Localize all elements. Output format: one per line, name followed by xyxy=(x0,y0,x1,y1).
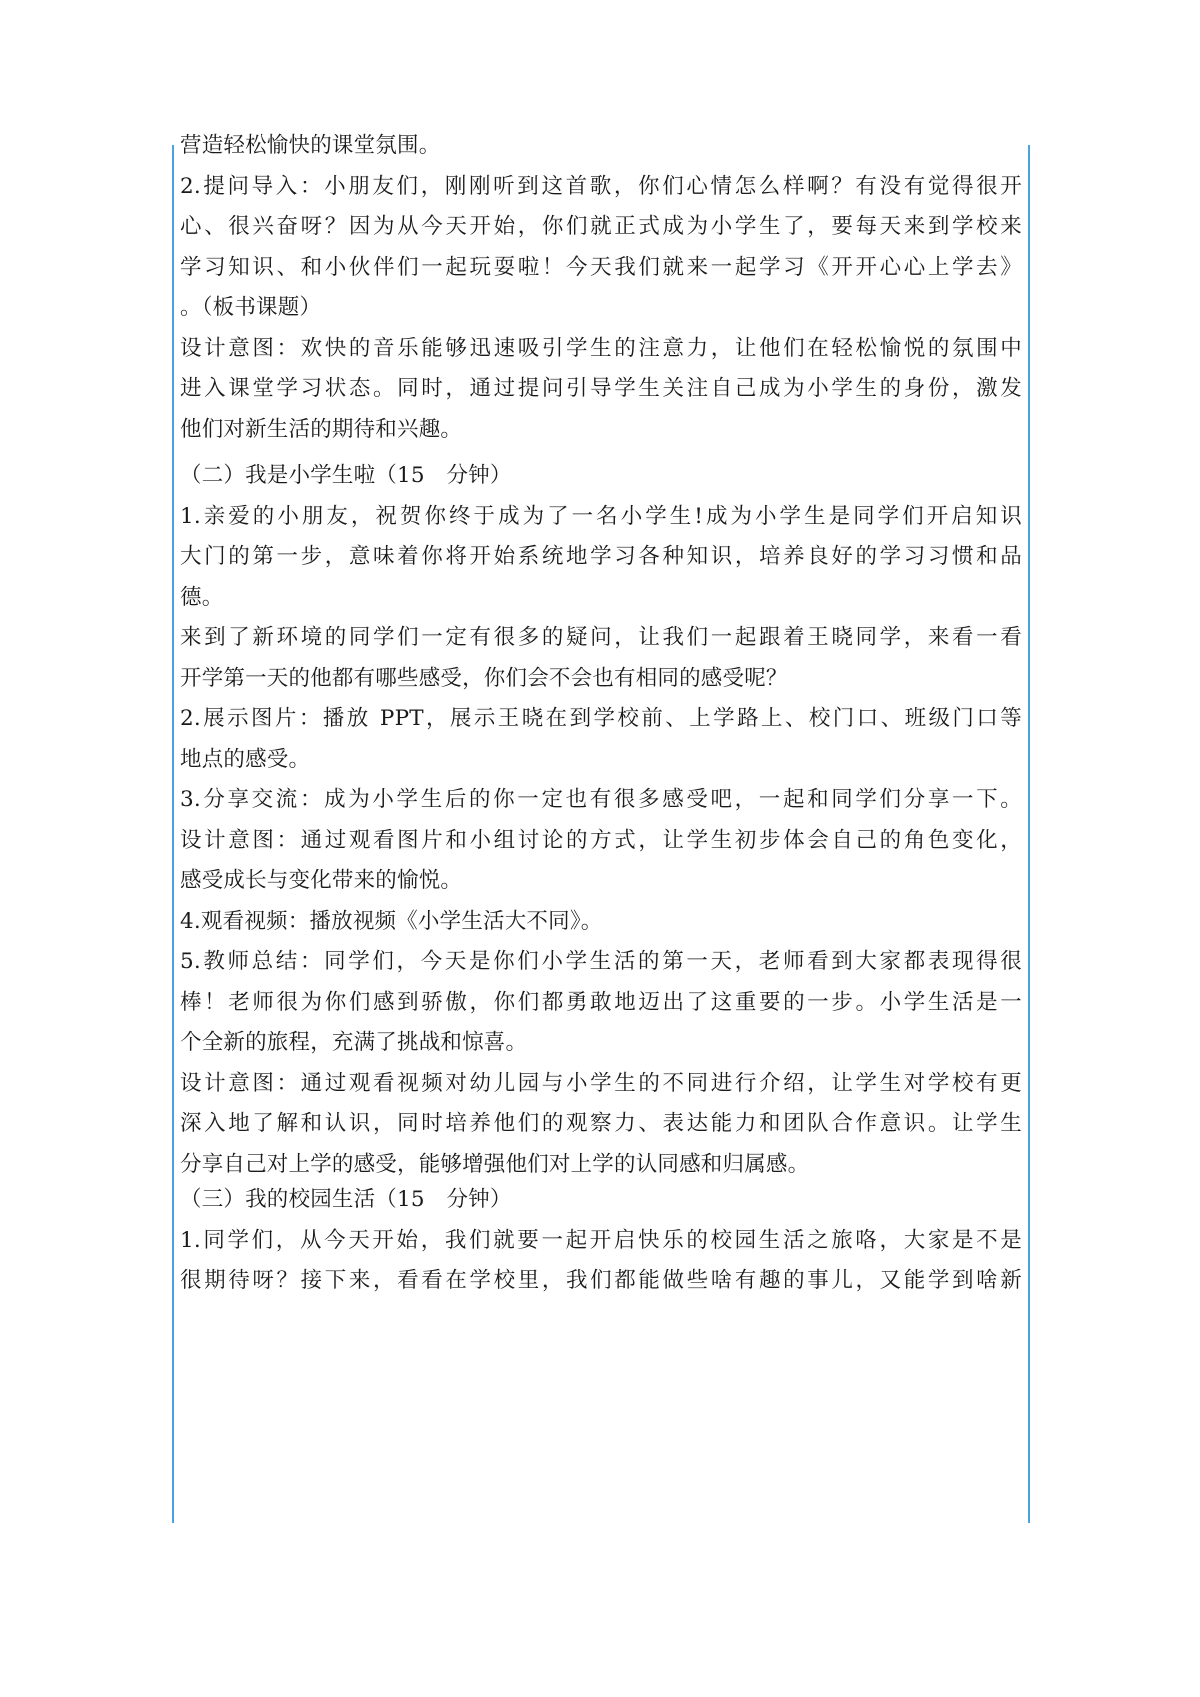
text-line: 5.教师总结：同学们，今天是你们小学生活的第一天，老师看到大家都表现得很 xyxy=(180,949,1022,974)
text-line: 心、很兴奋呀？因为从今天开始，你们就正式成为小学生了，要每天来到学校来 xyxy=(180,214,1022,239)
section-heading: （三）我的校园生活（15 分钟） xyxy=(180,1187,512,1212)
text-line: 很期待呀？接下来，看看在学校里，我们都能做些啥有趣的事儿，又能学到啥新 xyxy=(180,1268,1022,1293)
text-line: 他们对新生活的期待和兴趣。 xyxy=(180,416,463,442)
text-line: 2.提问导入：小朋友们，刚刚听到这首歌，你们心情怎么样啊？有没有觉得很开 xyxy=(180,173,1022,199)
text-line: 分享自己对上学的感受，能够增强他们对上学的认同感和归属感。 xyxy=(180,1151,810,1177)
lesson-plan-content xyxy=(180,135,1022,1292)
text-line: 德。 xyxy=(180,584,224,610)
text-line: 设计意图：通过观看图片和小组讨论的方式，让学生初步体会自己的角色变化， xyxy=(180,827,1022,853)
text-line: 学习知识、和小伙伴们一起玩耍啦！今天我们就来一起学习《开开心心上学去》 xyxy=(180,254,1022,280)
text-line: 深入地了解和认识，同时培养他们的观察力、表达能力和团队合作意识。让学生 xyxy=(180,1111,1022,1136)
table-left-border xyxy=(172,145,174,1523)
text-line: 设计意图：通过观看视频对幼儿园与小学生的不同进行介绍，让学生对学校有更 xyxy=(180,1070,1022,1096)
text-line: 2.展示图片：播放 PPT，展示王晓在到学校前、上学路上、校门口、班级门口等 xyxy=(180,706,1022,731)
text-line: 个全新的旅程，充满了挑战和惊喜。 xyxy=(180,1030,528,1055)
text-line: 设计意图：欢快的音乐能够迅速吸引学生的注意力，让他们在轻松愉悦的氛围中 xyxy=(180,335,1022,361)
text-line: 来到了新环境的同学们一定有很多的疑问，让我们一起跟着王晓同学，来看一看 xyxy=(180,625,1022,650)
text-line: 进入课堂学习状态。同时，通过提问引导学生关注自己成为小学生的身份，激发 xyxy=(180,376,1022,401)
text-line: 大门的第一步，意味着你将开始系统地学习各种知识，培养良好的学习习惯和品 xyxy=(180,544,1022,569)
text-line: 3.分享交流：成为小学生后的你一定也有很多感受吧，一起和同学们分享一下。 xyxy=(180,787,1022,812)
table-right-border xyxy=(1028,145,1030,1523)
text-line: 营造轻松愉快的课堂氛围。 xyxy=(180,133,441,158)
text-line: 地点的感受。 xyxy=(180,746,311,772)
text-line: 。（板书课题） xyxy=(180,295,322,320)
text-line: 棒！老师很为你们感到骄傲，你们都勇敢地迈出了这重要的一步。小学生活是一 xyxy=(180,989,1022,1015)
text-line: 4.观看视频：播放视频《小学生活大不同》。 xyxy=(180,908,603,934)
text-line: 1.亲爱的小朋友，祝贺你终于成为了一名小学生!成为小学生是同学们开启知识 xyxy=(180,503,1022,529)
text-line: 1.同学们，从今天开始，我们就要一起开启快乐的校园生活之旅咯，大家是不是 xyxy=(180,1227,1022,1253)
section-heading: （二）我是小学生啦（15 分钟） xyxy=(180,463,512,488)
text-line: 开学第一天的他都有哪些感受，你们会不会也有相同的感受呢？ xyxy=(180,665,788,691)
text-line: 感受成长与变化带来的愉悦。 xyxy=(180,868,463,893)
